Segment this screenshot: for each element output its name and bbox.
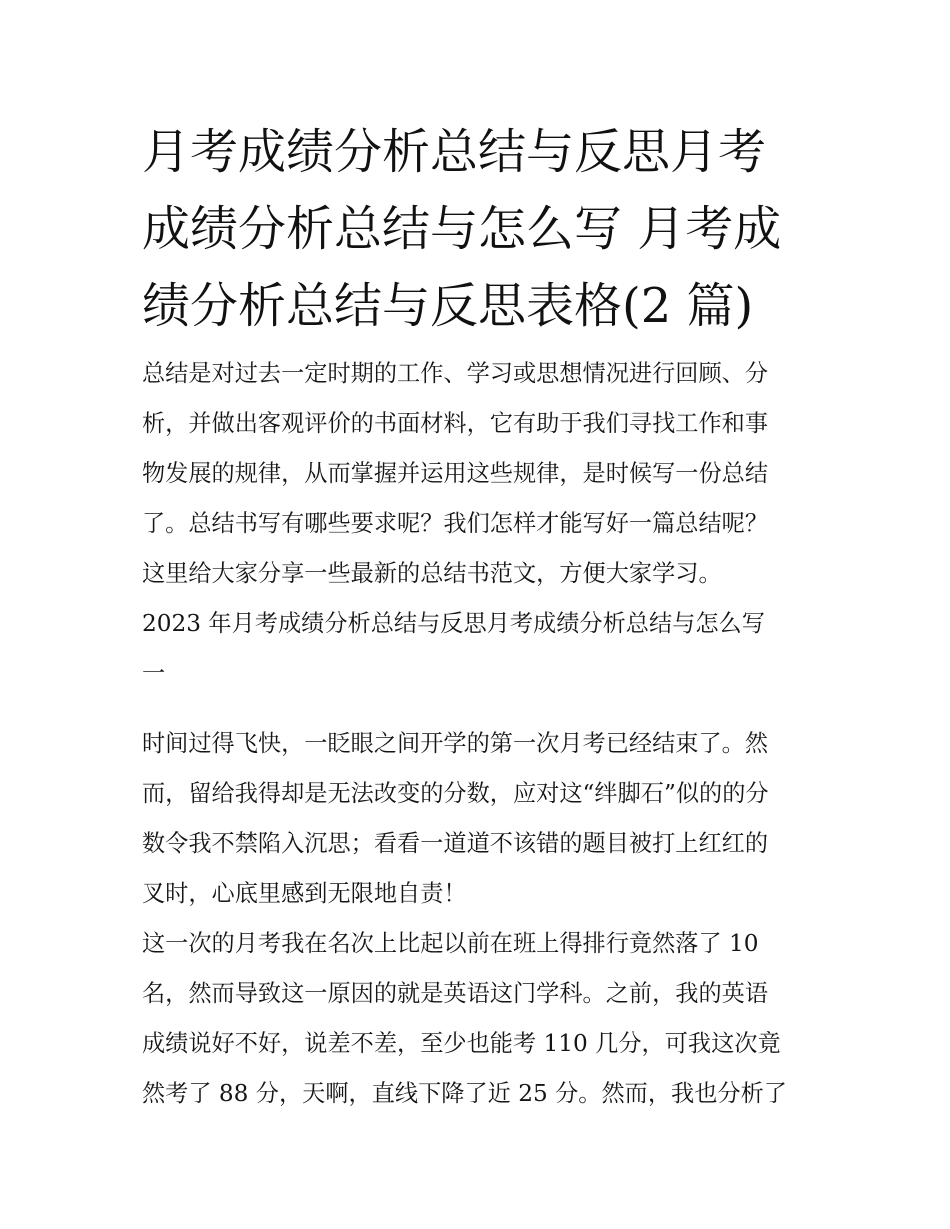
- document-body: [142, 349, 822, 1119]
- body-line: 总结是对过去一定时期的工作、学习或思想情况进行回顾、分: [142, 360, 769, 387]
- body-line: 名，然而导致这一原因的就是英语这门学科。之前，我的英语: [142, 980, 769, 1007]
- body-line: 一: [142, 660, 166, 687]
- body-line: 析，并做出客观评价的书面材料，它有助于我们寻找工作和事: [142, 410, 769, 437]
- body-line: 物发展的规律，从而掌握并运用这些规律，是时候写一份总结: [142, 460, 769, 487]
- title-line-3: 绩分析总结与反思表格(2 篇): [142, 278, 754, 334]
- title-line-1: 月考成绩分析总结与反思月考: [142, 124, 767, 180]
- paragraph-gap: [142, 699, 822, 719]
- body-line: 这一次的月考我在名次上比起以前在班上得排行竟然落了 10: [142, 930, 759, 957]
- document-title: [142, 114, 822, 345]
- body-line: 数令我不禁陷入沉思；看看一道道不该错的题目被打上红红的: [142, 830, 769, 857]
- body-line: 时间过得飞快，一眨眼之间开学的第一次月考已经结束了。然: [142, 730, 769, 757]
- body-line: 而，留给我得却是无法改变的分数，应对这“绊脚石”似的的分: [142, 780, 769, 807]
- title-line-2: 成绩分析总结与怎么写 月考成: [142, 201, 782, 257]
- body-line: 2023 年月考成绩分析总结与反思月考成绩分析总结与怎么写: [142, 610, 765, 637]
- body-line: 叉时，心底里感到无限地自责！: [142, 880, 467, 907]
- body-line: 成绩说好不好，说差不差，至少也能考 110 几分，可我这次竟: [142, 1030, 781, 1057]
- body-line: 这里给大家分享一些最新的总结书范文，方便大家学习。: [142, 560, 722, 587]
- body-line: 然考了 88 分，天啊，直线下降了近 25 分。然而，我也分析了: [142, 1080, 787, 1107]
- body-line: 了。总结书写有哪些要求呢？我们怎样才能写好一篇总结呢？: [142, 510, 769, 537]
